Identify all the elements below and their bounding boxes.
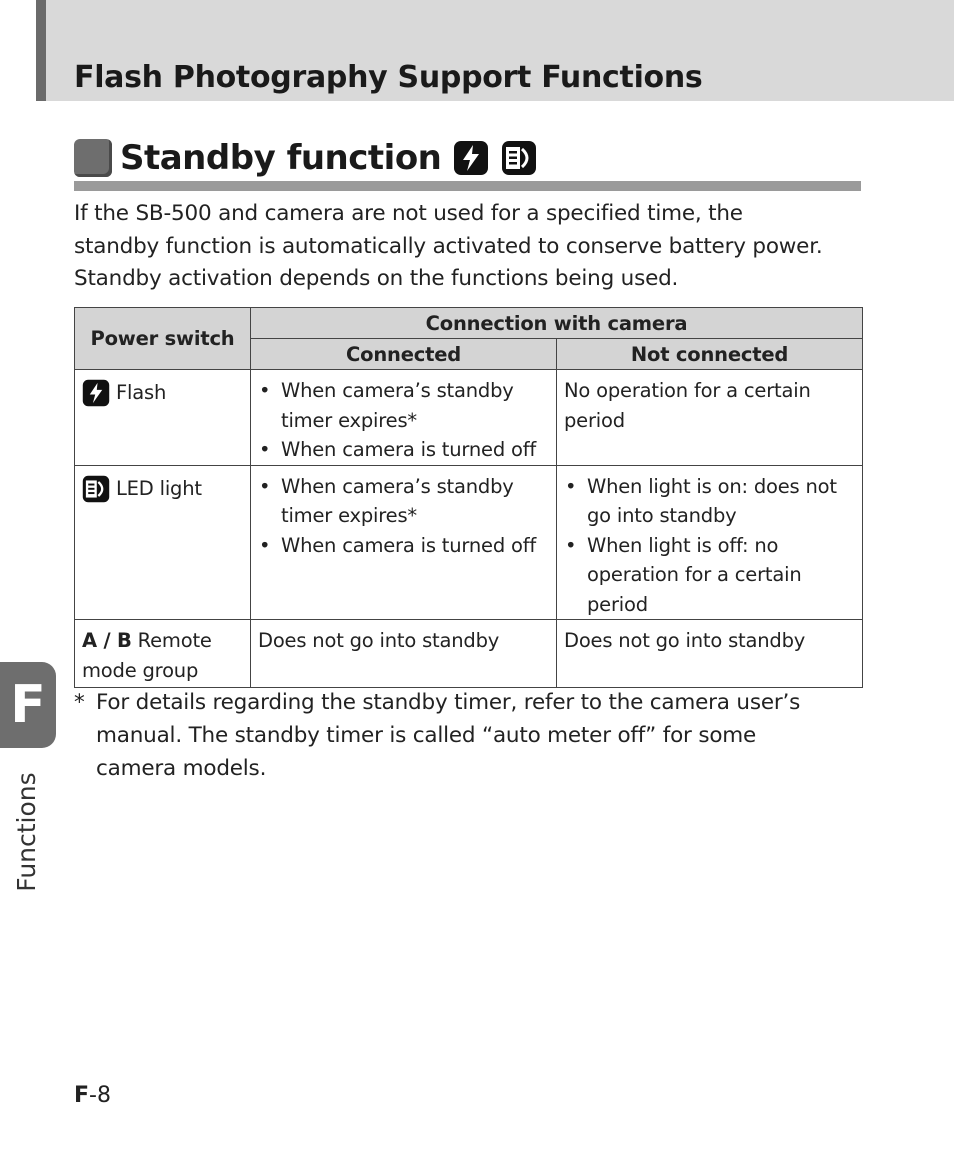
row-label-cell <box>75 620 251 688</box>
header-connected: Connected <box>251 339 557 370</box>
heading <box>74 137 537 179</box>
not-connected-cell <box>557 370 863 466</box>
footnote-line: For details regarding the standby timer, refer to the camera user’s <box>96 690 801 715</box>
list-item: • When light is off: no operation for a certain period <box>565 531 856 620</box>
heading-rule <box>74 181 861 191</box>
row-label: Remote mode group <box>82 629 212 682</box>
intro-line: Standby activation depends on the functions being used. <box>74 266 679 291</box>
list-item: • When camera is turned off <box>259 435 550 465</box>
list-item: • When camera’s standby timer expires* <box>259 376 550 435</box>
page-number <box>74 1083 111 1108</box>
standby-table <box>74 307 863 688</box>
table-row <box>75 620 863 688</box>
row-label-bold: A / B <box>82 629 132 652</box>
page-title: Standby function <box>120 138 442 178</box>
row-label-cell <box>75 370 251 466</box>
footnote-marker: * <box>74 690 85 715</box>
table-row <box>75 370 863 466</box>
table-row <box>75 465 863 620</box>
header-not-connected: Not connected <box>557 339 863 370</box>
list-item: • When camera’s standby timer expires* <box>259 472 550 531</box>
header-power-switch: Power switch <box>75 308 251 370</box>
intro-paragraph <box>74 198 874 296</box>
chapter-label: Functions <box>12 772 41 892</box>
section-title: Flash Photography Support Functions <box>74 60 703 95</box>
heading-bullet-square <box>74 139 112 177</box>
row-label: LED light <box>116 476 202 500</box>
connected-cell <box>251 465 557 620</box>
footnote-line: manual. The standby timer is called “auto meter off” for some <box>96 723 757 748</box>
chapter-tab: F <box>0 662 56 748</box>
list-item: • When light is on: does not go into standby <box>565 472 856 531</box>
cell-text: Does not go into standby <box>258 629 500 652</box>
led-light-mode-icon <box>82 475 110 503</box>
led-light-mode-icon <box>501 140 537 176</box>
footnote <box>74 686 864 785</box>
footnote-line: camera models. <box>96 756 267 781</box>
flash-mode-icon <box>82 379 110 407</box>
cell-text: No operation for a certain period <box>564 379 811 432</box>
row-label: Flash <box>116 381 167 404</box>
page-number-prefix: F <box>74 1083 90 1108</box>
not-connected-cell <box>557 620 863 688</box>
connected-cell <box>251 370 557 466</box>
header-connection: Connection with camera <box>251 308 863 339</box>
intro-line: If the SB-500 and camera are not used for a specified time, the <box>74 201 743 226</box>
connected-cell <box>251 620 557 688</box>
list-item: • When camera is turned off <box>259 531 550 561</box>
flash-mode-icon <box>453 140 489 176</box>
intro-line: standby function is automatically activated to conserve battery power. <box>74 233 823 259</box>
not-connected-cell <box>557 465 863 620</box>
page-number-value: -8 <box>89 1083 111 1108</box>
row-label-cell <box>75 465 251 620</box>
cell-text: Does not go into standby <box>564 629 806 652</box>
